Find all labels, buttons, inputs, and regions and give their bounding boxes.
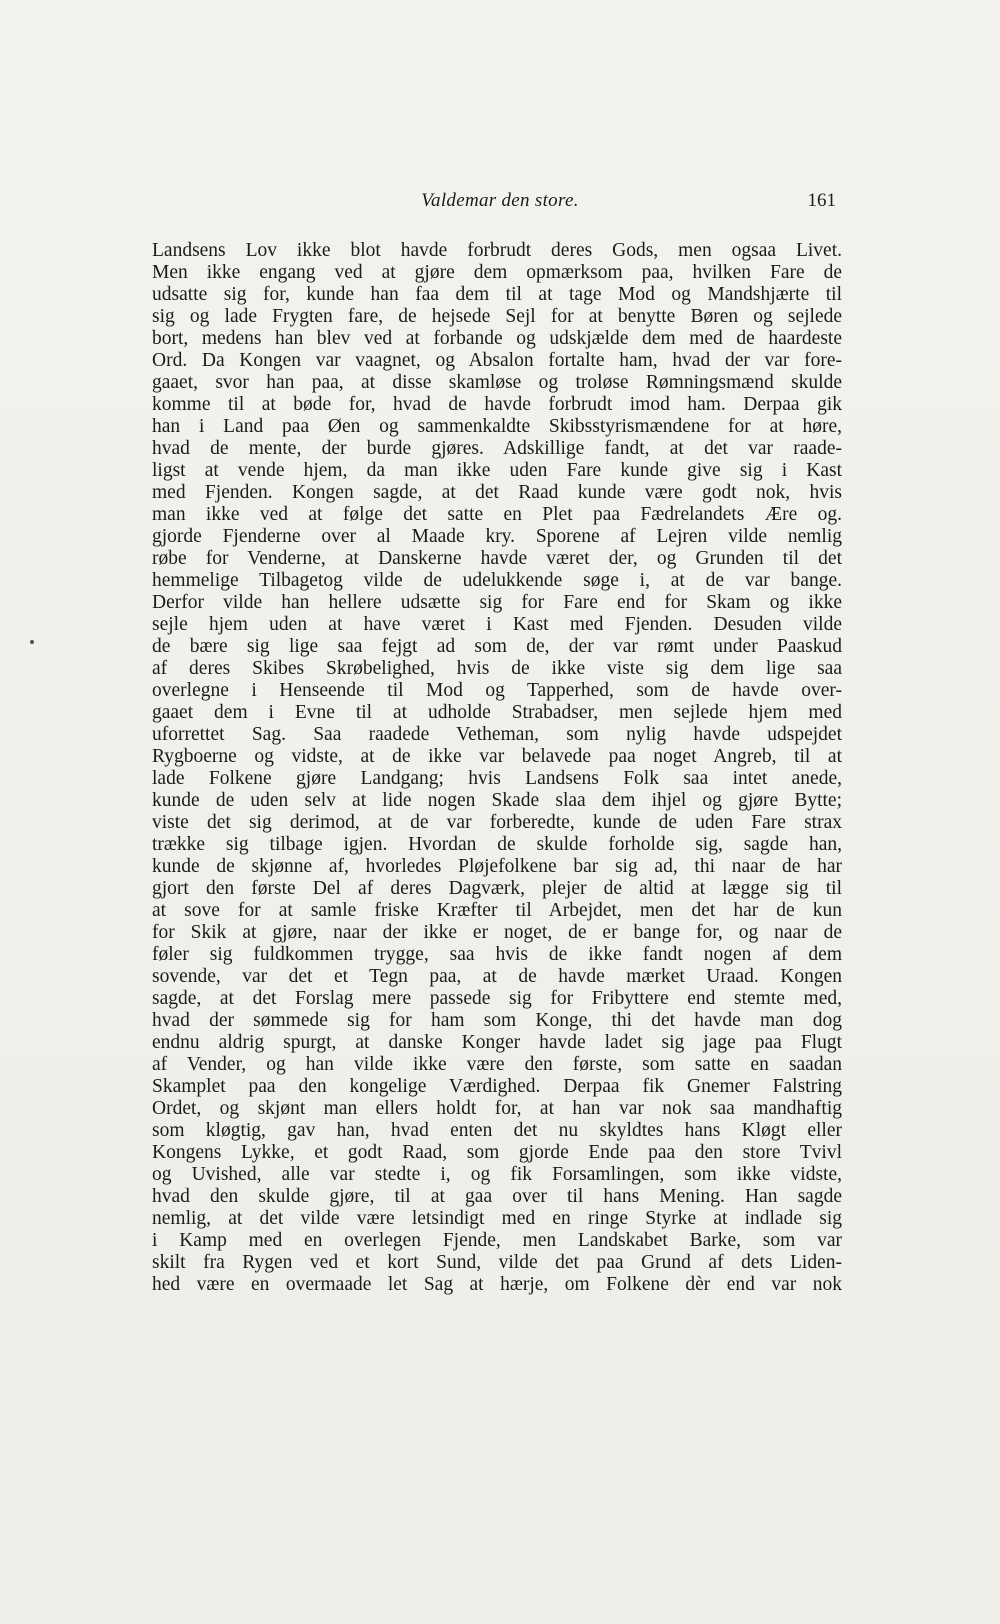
text-line: komme til at bøde for, hvad de havde forbrudt imod ham. Derpaa gik bbox=[152, 394, 842, 415]
running-title: Valdemar den store. bbox=[421, 190, 579, 211]
text-line: og Uvished, alle var stedte i, og fik Forsamlingen, som ikke vidste, bbox=[152, 1164, 842, 1185]
text-line: Derfor vilde han hellere udsætte sig for Fare end for Skam og ikke bbox=[152, 592, 842, 613]
text-line: som kløgtig, gav han, hvad enten det nu skyldtes hans Kløgt eller bbox=[152, 1120, 842, 1141]
text-line: i Kamp med en overlegen Fjende, men Landskabet Barke, som var bbox=[152, 1230, 842, 1251]
text-line: føler sig fuldkommen trygge, saa hvis de ikke fandt nogen af dem bbox=[152, 944, 842, 965]
text-line: med Fjenden. Kongen sagde, at det Raad kunde være godt nok, hvis bbox=[152, 482, 842, 503]
text-line: overlegne i Henseende til Mod og Tapperhed, som de havde over- bbox=[152, 680, 842, 701]
text-line: man ikke ved at følge det satte en Plet paa Fædrelandets Ære og. bbox=[152, 504, 842, 525]
text-line: ligst at vende hjem, da man ikke uden Fare kunde give sig i Kast bbox=[152, 460, 842, 481]
text-line: han i Land paa Øen og sammenkaldte Skibsstyrismændene for at høre, bbox=[152, 416, 842, 437]
text-line: Landsens Lov ikke blot havde forbrudt deres Gods, men ogsaa Livet. bbox=[152, 240, 842, 261]
text-line: hvad den skulde gjøre, til at gaa over til hans Mening. Han sagde bbox=[152, 1186, 842, 1207]
text-line: røbe for Venderne, at Danskerne havde været der, og Grunden til det bbox=[152, 548, 842, 569]
text-line: lade Folkene gjøre Landgang; hvis Landsens Folk saa intet anede, bbox=[152, 768, 842, 789]
text-line: uforrettet Sag. Saa raadede Vetheman, som nylig havde udspejdet bbox=[152, 724, 842, 745]
text-line: hed være en overmaade let Sag at hærje, om Folkene dèr end var nok bbox=[152, 1274, 842, 1295]
text-line: endnu aldrig spurgt, at danske Konger havde ladet sig jage paa Flugt bbox=[152, 1032, 842, 1053]
text-line: gaaet, svor han paa, at disse skamløse og troløse Rømningsmænd skulde bbox=[152, 372, 842, 393]
text-line: sovende, var det et Tegn paa, at de havde mærket Uraad. Kongen bbox=[152, 966, 842, 987]
text-line: gjorde Fjenderne over al Maade kry. Sporene af Lejren vilde nemlig bbox=[152, 526, 842, 547]
text-line: Rygboerne og vidste, at de ikke var belavede paa noget Angreb, til at bbox=[152, 746, 842, 767]
text-line: trække sig tilbage igjen. Hvordan de skulde forholde sig, sagde han, bbox=[152, 834, 842, 855]
text-line: hvad de mente, der burde gjøres. Adskillige fandt, at det var raade- bbox=[152, 438, 842, 459]
text-line: sagde, at det Forslag mere passede sig for Fribyttere end stemte med, bbox=[152, 988, 842, 1009]
text-line: Ordet, og skjønt man ellers holdt for, at han var nok saa mandhaftig bbox=[152, 1098, 842, 1119]
text-line: de bære sig lige saa fejgt ad som de, der var rømt under Paaskud bbox=[152, 636, 842, 657]
paper-speck bbox=[30, 640, 34, 644]
text-line: Ord. Da Kongen var vaagnet, og Absalon fortalte ham, hvad der var fore- bbox=[152, 350, 842, 371]
text-line: at sove for at samle friske Kræfter til Arbejdet, men det har de kun bbox=[152, 900, 842, 921]
text-line: hvad der sømmede sig for ham som Konge, thi det havde man dog bbox=[152, 1010, 842, 1031]
text-line: nemlig, at det vilde være letsindigt med en ringe Styrke at indlade sig bbox=[152, 1208, 842, 1229]
text-line: hemmelige Tilbagetog vilde de udelukkende søge i, at de var bange. bbox=[152, 570, 842, 591]
text-line: kunde de skjønne af, hvorledes Pløjefolkene bar sig ad, thi naar de har bbox=[152, 856, 842, 877]
text-line: sig og lade Frygten fare, de hejsede Sejl for at benytte Børen og sejlede bbox=[152, 306, 842, 327]
text-line: Skamplet paa den kongelige Værdighed. Derpaa fik Gnemer Falstring bbox=[152, 1076, 842, 1097]
text-line: Men ikke engang ved at gjøre dem opmærksom paa, hvilken Fare de bbox=[152, 262, 842, 283]
text-line: gjort den første Del af deres Dagværk, plejer de altid at lægge sig til bbox=[152, 878, 842, 899]
body-text bbox=[152, 240, 842, 1296]
text-line: skilt fra Rygen ved et kort Sund, vilde det paa Grund af dets Liden- bbox=[152, 1252, 842, 1273]
text-line: sejle hjem uden at have været i Kast med Fjenden. Desuden vilde bbox=[152, 614, 842, 635]
page-number: 161 bbox=[807, 190, 836, 211]
text-line: for Skik at gjøre, naar der ikke er noget, de er bange for, og naar de bbox=[152, 922, 842, 943]
text-line: af deres Skibes Skrøbelighed, hvis de ikke viste sig dem lige saa bbox=[152, 658, 842, 679]
text-line: bort, medens han blev ved at forbande og udskjælde dem med de haardeste bbox=[152, 328, 842, 349]
text-line: af Vender, og han vilde ikke være den første, som satte en saadan bbox=[152, 1054, 842, 1075]
text-line: Kongens Lykke, et godt Raad, som gjorde Ende paa den store Tvivl bbox=[152, 1142, 842, 1163]
text-line: gaaet dem i Evne til at udholde Strabadser, men sejlede hjem med bbox=[152, 702, 842, 723]
text-line: kunde de uden selv at lide nogen Skade slaa dem ihjel og gjøre Bytte; bbox=[152, 790, 842, 811]
text-line: viste det sig derimod, at de var forberedte, kunde de uden Fare strax bbox=[152, 812, 842, 833]
text-line: udsatte sig for, kunde han faa dem til at tage Mod og Mandshjærte til bbox=[152, 284, 842, 305]
